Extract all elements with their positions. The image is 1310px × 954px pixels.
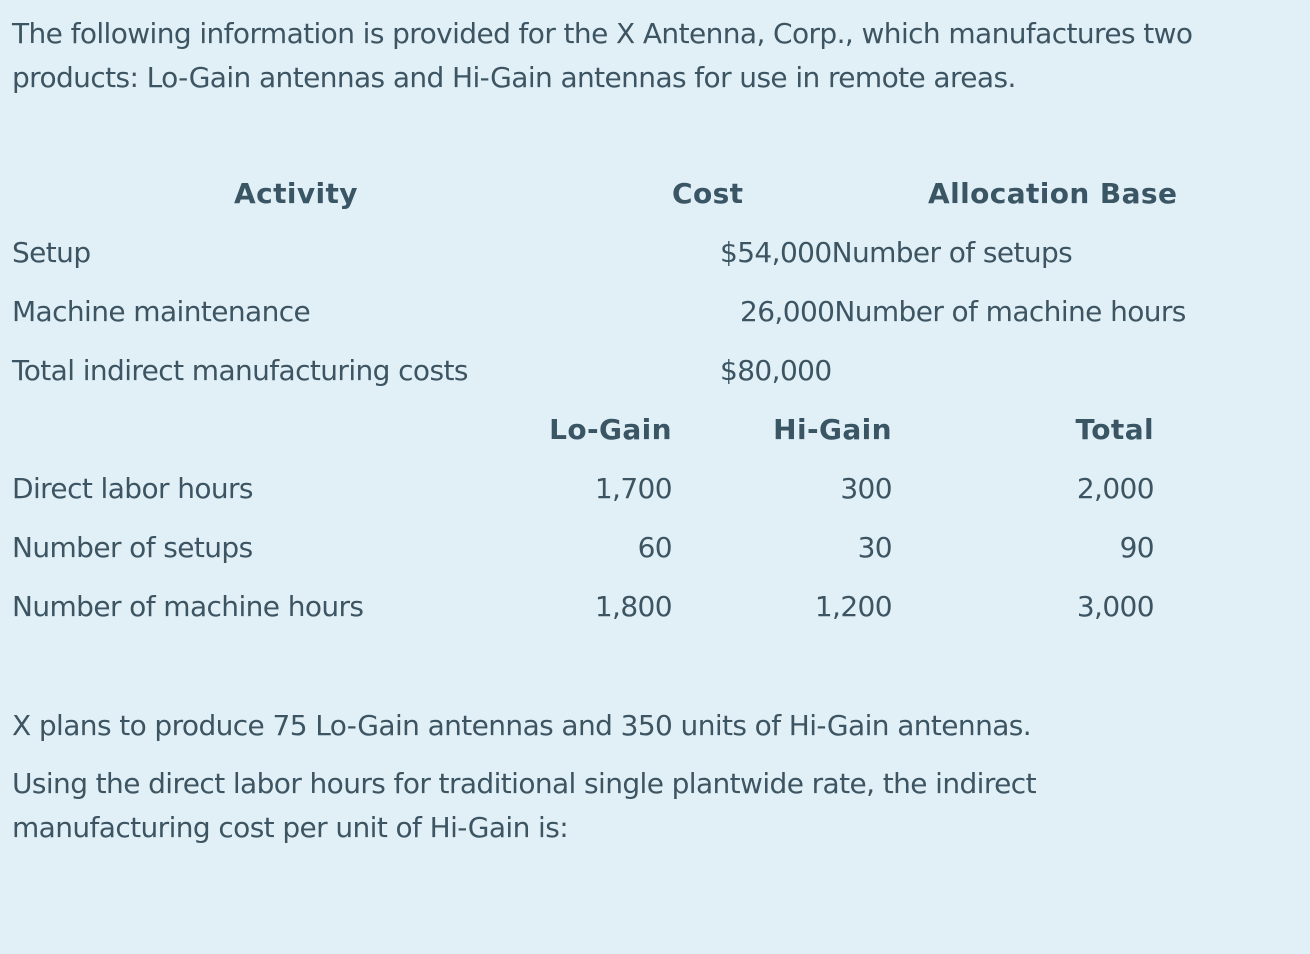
direct-labor-hi-gain: 300 (840, 472, 892, 505)
activity-maintenance-cost-base (740, 294, 1186, 330)
activity-total-label: Total indirect manufacturing costs (12, 354, 468, 387)
machine-hours-total: 3,000 (1076, 590, 1154, 623)
activity-maintenance-base: Number of machine hours (834, 295, 1186, 328)
question-text: Using the direct labor hours for traditional single plantwide rate, the indirect manufacturing cost per unit of Hi-Gain is: (12, 767, 1036, 844)
activity-setup-cost-base (720, 235, 1072, 271)
activity-total-cost: $80,000 (720, 354, 832, 387)
activity-setup-cost: $54,000 (720, 236, 832, 269)
direct-labor-lo-gain: 1,700 (594, 472, 672, 505)
direct-labor-total: 2,000 (1076, 472, 1154, 505)
row-label-direct-labor-hours: Direct labor hours (12, 472, 253, 505)
lo-gain-header: Lo-Gain (549, 413, 672, 446)
activity-maintenance-label: Machine maintenance (12, 295, 311, 328)
cost-header: Cost (672, 177, 744, 210)
machine-hours-hi-gain: 1,200 (814, 590, 892, 623)
allocation-base-header: Allocation Base (928, 177, 1178, 210)
activity-header: Activity (234, 177, 358, 210)
total-header: Total (1075, 413, 1154, 446)
activity-setup-base: Number of setups (831, 236, 1073, 269)
hi-gain-header: Hi-Gain (773, 413, 892, 446)
setups-total: 90 (1119, 531, 1154, 564)
activity-setup-label: Setup (12, 236, 91, 269)
setups-lo-gain: 60 (637, 531, 672, 564)
machine-hours-lo-gain: 1,800 (594, 590, 672, 623)
row-label-machine-hours: Number of machine hours (12, 590, 364, 623)
activity-maintenance-cost: 26,000 (740, 295, 835, 328)
intro-paragraph: The following information is provided for the X Antenna, Corp., which manufactures two products: Lo-Gain antennas and Hi-Gain antennas for use in remote areas. (12, 17, 1193, 94)
plan-text: X plans to produce 75 Lo-Gain antennas and 350 units of Hi-Gain antennas. (12, 709, 1032, 742)
row-label-number-of-setups: Number of setups (12, 531, 253, 564)
setups-hi-gain: 30 (857, 531, 892, 564)
